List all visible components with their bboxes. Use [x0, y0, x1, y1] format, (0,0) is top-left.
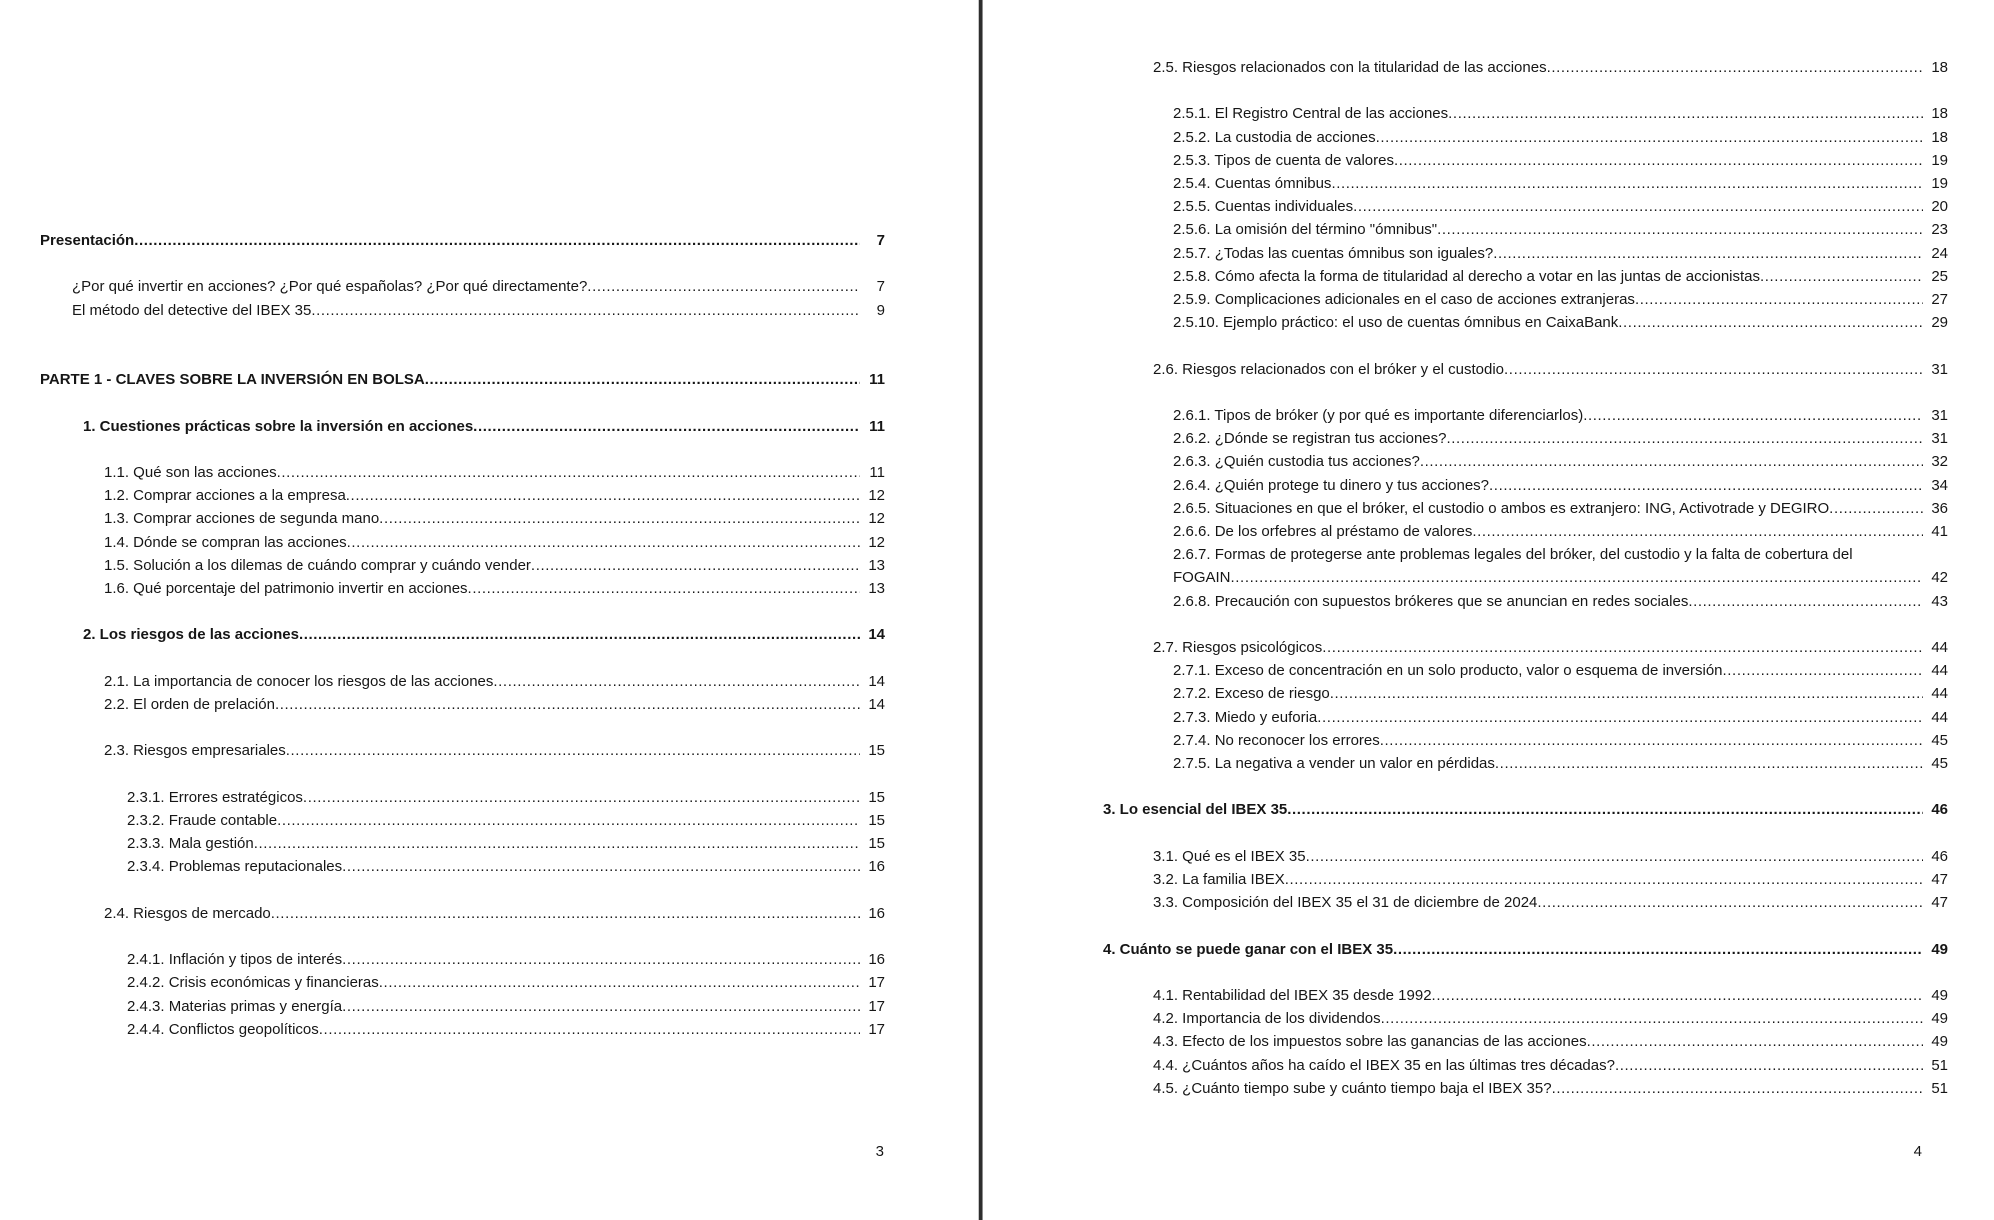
toc-block [40, 786, 885, 879]
toc-entry-page: 25 [1931, 267, 1948, 285]
toc-block [1103, 984, 1948, 1100]
dot-leader [1829, 497, 1923, 520]
toc-entry[interactable] [40, 670, 885, 693]
toc-entry-title: 2.5.5. Cuentas individuales [1173, 198, 1354, 216]
toc-entry-page: 44 [1931, 685, 1948, 703]
toc-entry-title: 1. Cuestiones prácticas sobre la inversión en acciones [83, 417, 474, 435]
toc-entry-title: 3.3. Composición del IBEX 35 el 31 de diciembre de 2024 [1153, 894, 1538, 912]
toc-entry-page: 18 [1931, 59, 1948, 76]
toc-entry-page: 44 [1931, 639, 1948, 657]
toc-entry-page: 32 [1931, 453, 1948, 471]
toc-entry-page: 14 [868, 626, 885, 644]
toc-entry-title: 1.5. Solución a los dilemas de cuándo comprar y cuándo vender [104, 556, 531, 574]
toc-entry[interactable] [1103, 358, 1948, 381]
dot-leader [1437, 218, 1923, 241]
toc-entry-title: PARTE 1 - CLAVES SOBRE LA INVERSIÓN EN BOLSA [40, 371, 425, 389]
toc-entry-title: 2.6.3. ¿Quién custodia tus acciones? [1173, 453, 1420, 471]
toc-entry[interactable] [1103, 450, 1948, 473]
toc-entry[interactable] [1103, 938, 1948, 961]
toc-entry-page: 17 [868, 974, 885, 992]
toc-page-3-entries [40, 0, 885, 1041]
toc-entry[interactable] [1103, 126, 1948, 149]
toc-entry-page: 24 [1931, 244, 1948, 262]
page-4 [985, 0, 1994, 1220]
toc-block [1103, 938, 1948, 961]
toc-entry-title: 1.3. Comprar acciones de segunda mano [104, 510, 380, 528]
toc-entry[interactable] [1103, 729, 1948, 752]
toc-entry[interactable] [1103, 659, 1948, 682]
toc-entry-page: 15 [868, 835, 885, 853]
toc-entry-title: 2.5.4. Cuentas ómnibus [1173, 175, 1332, 192]
toc-entry[interactable] [40, 902, 885, 925]
toc-entry[interactable] [40, 971, 885, 994]
dot-leader [1615, 1054, 1923, 1077]
toc-entry-title: 2.6.8. Precaución con supuestos brókeres que se anuncian en redes sociales [1173, 592, 1689, 610]
toc-entry-title: 2.3.2. Fraude contable [127, 811, 278, 829]
toc-block [1103, 358, 1948, 381]
dot-leader [1547, 56, 1923, 79]
toc-entry-title: 1.6. Qué porcentaje del patrimonio invertir en acciones [104, 579, 468, 597]
toc-entry[interactable] [1103, 404, 1948, 427]
toc-entry-title: 2.7.1. Exceso de concentración en un solo producto, valor o esquema de inversión [1173, 662, 1723, 680]
toc-entry-title: 3.1. Qué es el IBEX 35 [1153, 847, 1306, 865]
toc-entry[interactable] [1103, 543, 1948, 566]
toc-entry-page: 15 [868, 811, 885, 829]
toc-entry-page: 12 [868, 487, 885, 505]
toc-entry[interactable] [1103, 891, 1948, 914]
dot-leader [277, 809, 860, 832]
toc-entry-title: 1.2. Comprar acciones a la empresa [104, 487, 346, 505]
toc-entry[interactable] [1103, 149, 1948, 172]
toc-entry[interactable] [1103, 218, 1948, 241]
toc-entry-page: 46 [1931, 801, 1948, 819]
dot-leader [379, 971, 860, 994]
toc-entry-page: 47 [1931, 894, 1948, 912]
toc-entry-page: 31 [1931, 360, 1948, 378]
toc-block [40, 275, 885, 321]
toc-entry-title: Presentación [40, 232, 135, 249]
dot-leader [1285, 868, 1923, 891]
toc-entry-title: 2.6.1. Tipos de bróker (y por qué es importante diferenciarlos) [1173, 407, 1584, 424]
toc-entry-title: 2.7.4. No reconocer los errores [1173, 731, 1380, 749]
toc-entry-title: 4.4. ¿Cuántos años ha caído el IBEX 35 en las últimas tres décadas? [1153, 1056, 1615, 1074]
toc-entry-title: 2.5.6. La omisión del término "ómnibus" [1173, 221, 1438, 239]
dot-leader [1432, 984, 1923, 1007]
toc-entry[interactable] [40, 995, 885, 1018]
toc-entry-title: 2.7.3. Miedo y euforia [1173, 708, 1318, 726]
dot-leader [1317, 706, 1923, 729]
toc-entry-page: 16 [868, 951, 885, 969]
toc-entry[interactable] [1103, 590, 1948, 613]
toc-entry-title: FOGAIN [1173, 569, 1231, 587]
toc-entry-page: 7 [876, 232, 885, 249]
toc-entry[interactable] [1103, 288, 1948, 311]
dot-leader [275, 693, 860, 716]
toc-entry[interactable] [1103, 195, 1948, 218]
toc-block [1103, 404, 1948, 613]
toc-entry-page: 13 [868, 556, 885, 574]
dot-leader [1448, 102, 1923, 125]
toc-entry-page: 34 [1931, 476, 1948, 494]
toc-entry-page: 12 [868, 533, 885, 551]
dot-leader [1394, 149, 1923, 172]
toc-entry[interactable] [40, 739, 885, 762]
dot-leader [1306, 845, 1923, 868]
toc-entry[interactable] [40, 415, 885, 438]
toc-entry-page: 16 [868, 904, 885, 922]
dot-leader [1493, 242, 1923, 265]
dot-leader [1472, 520, 1923, 543]
toc-entry[interactable] [1103, 242, 1948, 265]
toc-entry-title: 2.2. El orden de prelación [104, 695, 275, 713]
toc-entry-title: 2.4. Riesgos de mercado [104, 904, 271, 922]
toc-entry-title: 2.5.2. La custodia de acciones [1173, 128, 1376, 146]
dot-leader [587, 275, 860, 298]
toc-entry[interactable] [1103, 636, 1948, 659]
toc-entry[interactable] [1103, 984, 1948, 1007]
toc-block [1103, 102, 1948, 334]
toc-entry-page: 36 [1931, 499, 1948, 517]
toc-entry[interactable] [1103, 474, 1948, 497]
toc-entry[interactable] [40, 623, 885, 646]
toc-entry-page: 49 [1931, 987, 1948, 1004]
toc-entry[interactable] [1103, 1030, 1948, 1053]
toc-entry-title: 4. Cuánto se puede ganar con el IBEX 35 [1103, 940, 1394, 958]
toc-entry-title: 2.5.10. Ejemplo práctico: el uso de cuentas ómnibus en CaixaBank [1173, 314, 1619, 332]
toc-entry-page: 31 [1931, 430, 1948, 448]
toc-entry-page: 49 [1931, 940, 1948, 958]
dot-leader [277, 461, 860, 484]
toc-entry-title: 2. Los riesgos de las acciones [83, 626, 299, 644]
toc-entry-title: 4.3. Efecto de los impuestos sobre las ganancias de las acciones [1153, 1033, 1587, 1051]
toc-entry[interactable] [40, 809, 885, 832]
dot-leader [1723, 659, 1923, 682]
toc-entry-page: 17 [868, 997, 885, 1015]
toc-block [1103, 798, 1948, 821]
toc-entry[interactable] [1103, 706, 1948, 729]
toc-entry-title: El método del detective del IBEX 35 [72, 301, 312, 319]
toc-entry[interactable] [40, 693, 885, 716]
toc-entry-page: 44 [1931, 662, 1948, 680]
toc-entry[interactable] [40, 577, 885, 600]
toc-entry-page: 11 [869, 417, 885, 435]
toc-page-4-entries [1103, 0, 1948, 1100]
toc-entry-page: 23 [1931, 221, 1948, 239]
toc-entry-page: 49 [1931, 1010, 1948, 1028]
toc-entry-page: 12 [868, 510, 885, 528]
dot-leader [1331, 172, 1923, 195]
toc-entry[interactable] [1103, 311, 1948, 334]
toc-entry-title: 4.1. Rentabilidad del IBEX 35 desde 1992 [1153, 987, 1432, 1004]
toc-entry-page: 46 [1931, 847, 1948, 865]
toc-entry-title: 2.6.7. Formas de protegerse ante problemas legales del bróker, del custodio y la falta de cobertura del [1173, 546, 1853, 564]
page-number: 4 [1913, 1143, 1922, 1160]
toc-entry[interactable] [1103, 1054, 1948, 1077]
toc-entry[interactable] [1103, 682, 1948, 705]
toc-entry[interactable] [1103, 752, 1948, 775]
toc-entry[interactable] [40, 484, 885, 507]
dot-leader [1380, 729, 1923, 752]
dot-leader [531, 554, 860, 577]
toc-block [40, 739, 885, 762]
toc-entry[interactable] [40, 554, 885, 577]
toc-entry-title: 2.3. Riesgos empresariales [104, 742, 286, 760]
dot-leader [1504, 358, 1923, 381]
toc-block [40, 368, 885, 391]
dot-leader [1495, 752, 1923, 775]
dot-leader [1537, 891, 1923, 914]
page-3 [0, 0, 978, 1220]
toc-entry-title: 3. Lo esencial del IBEX 35 [1103, 801, 1288, 819]
toc-entry-page: 13 [868, 579, 885, 597]
dot-leader [1381, 1007, 1923, 1030]
dot-leader [303, 786, 860, 809]
toc-entry-title: 4.5. ¿Cuánto tiempo sube y cuánto tiempo baja el IBEX 35? [1153, 1079, 1552, 1097]
toc-entry-page: 49 [1931, 1033, 1948, 1051]
dot-leader [1489, 474, 1923, 497]
dot-leader [1583, 404, 1923, 427]
dot-leader [1552, 1077, 1923, 1100]
toc-entry-page: 18 [1931, 105, 1948, 123]
toc-entry-title: 2.3.3. Mala gestión [127, 835, 254, 853]
toc-entry-title: 2.1. La importancia de conocer los riesgos de las acciones [104, 672, 494, 690]
toc-entry[interactable] [1103, 497, 1948, 520]
toc-entry-page: 17 [868, 1020, 885, 1038]
dot-leader [1393, 938, 1923, 961]
toc-entry-title: 2.6.2. ¿Dónde se registran tus acciones? [1173, 430, 1447, 448]
toc-entry-title: 2.6.4. ¿Quién protege tu dinero y tus acciones? [1173, 476, 1490, 494]
toc-entry[interactable] [1103, 56, 1948, 79]
dot-leader [1420, 450, 1923, 473]
toc-entry-page: 45 [1931, 755, 1948, 773]
dot-leader [254, 832, 860, 855]
toc-entry-title: 1.4. Dónde se compran las acciones [104, 533, 347, 551]
dot-leader [347, 531, 860, 554]
toc-entry-page: 43 [1931, 592, 1948, 610]
dot-leader [1287, 798, 1923, 821]
toc-block [40, 948, 885, 1041]
dot-leader [286, 739, 860, 762]
toc-entry[interactable] [1103, 566, 1948, 589]
dot-leader [342, 855, 860, 878]
toc-block [1103, 636, 1948, 775]
toc-entry[interactable] [40, 855, 885, 878]
toc-entry-page: 9 [876, 301, 885, 319]
toc-block [40, 229, 885, 252]
toc-entry-title: 2.4.1. Inflación y tipos de interés [127, 951, 343, 969]
toc-entry-title: 2.4.2. Crisis económicas y financieras [127, 974, 379, 992]
toc-entry[interactable] [1103, 172, 1948, 195]
page-divider [978, 0, 983, 1220]
dot-leader [493, 670, 860, 693]
dot-leader [1618, 311, 1923, 334]
toc-entry-page: 27 [1931, 291, 1948, 309]
toc-entry[interactable] [40, 531, 885, 554]
toc-entry-page: 11 [869, 463, 885, 481]
toc-entry[interactable] [1103, 520, 1948, 543]
dot-leader [1330, 682, 1923, 705]
toc-entry[interactable] [1103, 102, 1948, 125]
toc-entry[interactable] [1103, 427, 1948, 450]
toc-entry-page: 44 [1931, 708, 1948, 726]
dot-leader [311, 299, 860, 322]
toc-entry-title: 2.4.4. Conflictos geopolíticos [127, 1020, 319, 1038]
dot-leader [271, 902, 860, 925]
toc-entry-page: 45 [1931, 731, 1948, 749]
toc-entry-page: 14 [868, 695, 885, 713]
toc-block [1103, 845, 1948, 915]
dot-leader [379, 507, 860, 530]
toc-entry-title: 2.3.1. Errores estratégicos [127, 788, 303, 806]
toc-entry-page: 20 [1931, 198, 1948, 216]
toc-entry-page: 42 [1931, 569, 1948, 587]
toc-entry-page: 41 [1931, 523, 1948, 541]
page-number: 3 [875, 1143, 884, 1160]
toc-entry[interactable] [40, 786, 885, 809]
toc-entry[interactable] [40, 299, 885, 322]
toc-entry-title: 2.4.3. Materias primas y energía [127, 997, 343, 1015]
toc-entry-title: 4.2. Importancia de los dividendos [1153, 1010, 1381, 1028]
dot-leader [346, 484, 860, 507]
toc-block [1103, 56, 1948, 79]
dot-leader [342, 948, 860, 971]
dot-leader [299, 623, 860, 646]
dot-leader [473, 415, 860, 438]
dot-leader [1635, 288, 1923, 311]
dot-leader [425, 368, 860, 391]
toc-entry-page: 51 [1931, 1056, 1948, 1074]
toc-entry[interactable] [1103, 798, 1948, 821]
toc-block [40, 902, 885, 925]
toc-entry-page: 15 [868, 788, 885, 806]
toc-entry-page: 16 [868, 858, 885, 876]
toc-entry-title: 3.2. La familia IBEX [1153, 871, 1285, 889]
toc-entry[interactable] [1103, 868, 1948, 891]
toc-block [40, 670, 885, 716]
dot-leader [1231, 566, 1923, 589]
toc-entry[interactable] [40, 832, 885, 855]
toc-entry-page: 31 [1931, 407, 1948, 424]
dot-leader [1376, 126, 1923, 149]
toc-entry-title: 1.1. Qué son las acciones [104, 463, 277, 481]
toc-entry[interactable] [40, 229, 885, 252]
dot-leader [468, 577, 860, 600]
dot-leader [1353, 195, 1923, 218]
toc-entry-title: 2.6. Riesgos relacionados con el bróker y el custodio [1153, 360, 1505, 378]
toc-entry[interactable] [40, 368, 885, 391]
toc-entry-page: 29 [1931, 314, 1948, 332]
dot-leader [1587, 1030, 1923, 1053]
toc-entry[interactable] [1103, 1007, 1948, 1030]
toc-entry-title: 2.6.5. Situaciones en que el bróker, el custodio o ambos es extranjero: ING, Activotrade y DEGIRO [1173, 499, 1830, 517]
toc-entry-title: 2.5.7. ¿Todas las cuentas ómnibus son iguales? [1173, 244, 1494, 262]
toc-entry-title: 2.5.3. Tipos de cuenta de valores [1173, 151, 1394, 169]
toc-block [40, 461, 885, 600]
toc-entry-title: ¿Por qué invertir en acciones? ¿Por qué españolas? ¿Por qué directamente? [72, 278, 588, 296]
dot-leader [134, 229, 860, 252]
toc-entry-page: 11 [869, 371, 885, 389]
toc-block [40, 623, 885, 646]
toc-entry[interactable] [40, 461, 885, 484]
toc-entry[interactable] [40, 507, 885, 530]
dot-leader [319, 1018, 860, 1041]
dot-leader [1322, 636, 1923, 659]
toc-entry-page: 14 [868, 672, 885, 690]
toc-entry-title: 2.3.4. Problemas reputacionales [127, 858, 343, 876]
toc-entry-title: 2.7.2. Exceso de riesgo [1173, 685, 1330, 703]
toc-entry-title: 2.5.8. Cómo afecta la forma de titularidad al derecho a votar en las juntas de accionistas [1173, 267, 1760, 285]
toc-block [40, 415, 885, 438]
toc-entry-title: 2.5. Riesgos relacionados con la titularidad de las acciones [1153, 59, 1547, 76]
toc-entry-title: 2.7. Riesgos psicológicos [1153, 639, 1323, 657]
toc-entry-page: 19 [1931, 175, 1948, 192]
toc-entry-title: 2.5.1. El Registro Central de las acciones [1173, 105, 1449, 123]
toc-entry[interactable] [40, 275, 885, 298]
dot-leader [1447, 427, 1924, 450]
toc-entry-title: 2.6.6. De los orfebres al préstamo de valores [1173, 523, 1473, 541]
toc-entry-title: 2.5.9. Complicaciones adicionales en el caso de acciones extranjeras [1173, 291, 1635, 309]
toc-entry-page: 47 [1931, 871, 1948, 889]
toc-entry-title: 2.7.5. La negativa a vender un valor en pérdidas [1173, 755, 1495, 773]
toc-entry[interactable] [40, 1018, 885, 1041]
toc-entry-page: 7 [876, 278, 885, 296]
toc-entry-page: 19 [1931, 151, 1948, 169]
toc-entry[interactable] [1103, 265, 1948, 288]
toc-entry[interactable] [1103, 1077, 1948, 1100]
toc-entry[interactable] [40, 948, 885, 971]
toc-entry-page: 15 [868, 742, 885, 760]
toc-entry-page: 18 [1931, 128, 1948, 146]
toc-entry[interactable] [1103, 845, 1948, 868]
dot-leader [1760, 265, 1923, 288]
dot-leader [342, 995, 860, 1018]
toc-entry-page: 51 [1931, 1079, 1948, 1097]
dot-leader [1688, 590, 1923, 613]
